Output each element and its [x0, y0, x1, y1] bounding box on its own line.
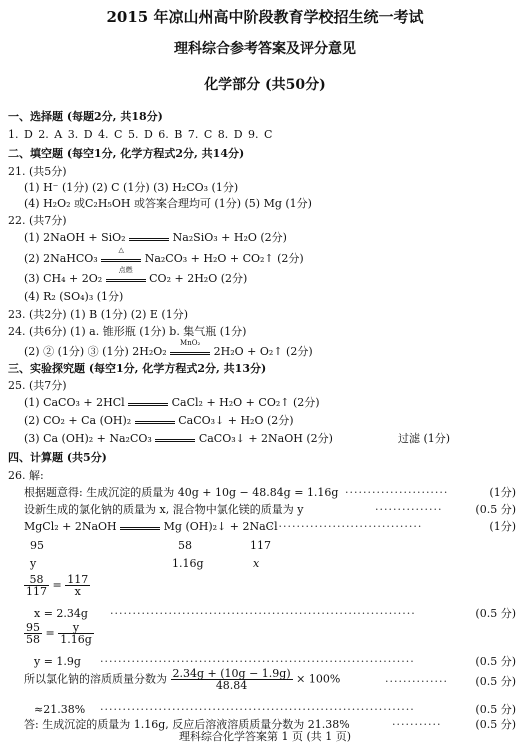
final-answer: 答: 生成沉淀的质量为 1.16g, 反应后溶液溶质质量分数为 21.38%: [24, 718, 350, 731]
q25-eq2-products: CaCO₃↓ + H₂O (2分): [178, 414, 294, 427]
step-1-points: (1分): [489, 486, 516, 499]
dot-leader: ··············: [385, 675, 448, 688]
ignite-equals-sign: [106, 266, 146, 282]
q22-eq3-products: CO₂ + 2H₂O (2分): [149, 272, 248, 285]
fraction: $\frac{2.34g + (10g - 1.9g)}{48.84}$: [172, 667, 291, 692]
page-footer: 理科综合化学答案第 1 页 (共 1 页): [178, 730, 352, 743]
catalyst-condition: MnO₂: [180, 339, 201, 347]
section2-heading: 二、填空题 (每空1分, 化学方程式2分, 共14分): [8, 147, 245, 160]
q22-equation-2: [24, 246, 304, 265]
q22-equation-1: [24, 232, 287, 243]
x-points: (0.5 分): [475, 607, 516, 620]
dot-leader: ······································································: [100, 703, 415, 716]
heat-equals-sign: [101, 246, 141, 262]
section-title: 化学部分 (共50分): [204, 77, 326, 93]
q25-equation-3: [24, 433, 333, 444]
q25-header: 25. (共7分): [8, 379, 67, 392]
answer-key-subtitle: 理科综合参考答案及评分意见: [174, 41, 356, 57]
q25-eq2-reactants: (2) CO₂ + Ca (OH)₂: [24, 414, 132, 427]
dot-leader: ···············: [375, 503, 443, 516]
q22-equation-3: [24, 266, 248, 285]
q21-line1: (1) H⁻ (1分) (2) C (1分) (3) H₂CO₃ (1分): [24, 181, 239, 194]
mass-fraction-label: 所以氯化钠的溶质质量分数为: [24, 672, 167, 686]
fraction: $\frac{117}{x}$: [67, 573, 89, 598]
approx-result: ≈21.38%: [34, 703, 86, 716]
choice-answers: 1. D 2. A 3. D 4. C 5. D 6. B 7. C 8. D 9. C: [8, 128, 273, 141]
q24-line1: 24. (共6分) (1) a. 锥形瓶 (1分) b. 集气瓶 (1分): [8, 325, 247, 338]
q25-eq3-products: CaCO₃↓ + 2NaOH (2分): [198, 432, 333, 445]
precipitate-mass: 1.16g: [172, 557, 204, 570]
x-result: x = 2.34g: [34, 607, 88, 620]
answer-points: (0.5 分): [475, 718, 516, 731]
q24-line2-start: (2) ② (1分) ③ (1分) 2H₂O₂: [24, 345, 167, 358]
unknown-x: x: [253, 557, 260, 570]
fraction: $\frac{y}{1.16g}$: [60, 621, 92, 646]
q23-line: 23. (共2分) (1) B (1分) (2) E (1分): [8, 308, 188, 321]
fraction: $\frac{58}{117}$: [26, 573, 47, 598]
catalyst-equals-sign: [170, 339, 210, 355]
q22-eq2-reactants: (2) 2NaHCO₃: [24, 252, 98, 265]
solution-step-1: 根据题意得: 生成沉淀的质量为 40g + 10g − 48.84g = 1.16g: [24, 486, 339, 499]
equals-sign: [120, 523, 160, 530]
ignite-condition: 点燃: [118, 266, 133, 274]
q24-line2: [24, 339, 313, 358]
q21-header: 21. (共5分): [8, 165, 67, 178]
section3-heading: 三、实验探究题 (每空1分, 化学方程式2分, 共13分): [8, 362, 267, 375]
q22-eq3-reactants: (3) CH₄ + 2O₂: [24, 272, 103, 285]
section4-heading: 四、计算题 (共5分): [8, 451, 107, 464]
mass-fraction-formula: [24, 668, 340, 691]
equation-points: (1分): [489, 520, 516, 533]
solution-step-2: 设新生成的氯化钠的质量为 x, 混合物中氯化镁的质量为 y: [24, 503, 304, 516]
y-result: y = 1.9g: [34, 655, 81, 668]
q25-eq1-reactants: (1) CaCO₃ + 2HCl: [24, 396, 125, 409]
dot-leader: ···········: [392, 718, 442, 731]
approx-points: (0.5 分): [475, 703, 516, 716]
dot-leader: ···································: [265, 520, 423, 533]
equals-sign: [135, 417, 175, 424]
q21-line2: (4) H₂O₂ 或C₂H₅OH 或答案合理均可 (1分) (5) Mg (1分): [24, 197, 312, 210]
q22-eq2-products: Na₂CO₃ + H₂O + CO₂↑ (2分): [144, 252, 304, 265]
proportion-x: $\frac{58}{117}$ = $\frac{117}{x}$: [26, 573, 89, 598]
fraction-points: (0.5 分): [475, 675, 516, 688]
q24-line2-end: 2H₂O + O₂↑ (2分): [213, 345, 313, 358]
q26-equation: [24, 521, 278, 532]
dot-leader: ······································································: [100, 655, 415, 668]
q25-eq1-products: CaCl₂ + H₂O + CO₂↑ (2分): [171, 396, 320, 409]
q26-eq-products: Mg (OH)₂↓ + 2NaCl: [163, 520, 278, 533]
unknown-y: y: [30, 557, 37, 570]
exam-title: 2015 年凉山州高中阶段教育学校招生统一考试: [106, 8, 424, 26]
dot-leader: ·······················: [345, 486, 449, 499]
step-2-points: (0.5 分): [475, 503, 516, 516]
molar-mass-mgoh2: 58: [178, 539, 192, 552]
percent-multiplier: × 100%: [296, 672, 341, 686]
q26-eq-reactants: MgCl₂ + 2NaOH: [24, 520, 117, 533]
q22-header: 22. (共7分): [8, 214, 67, 227]
dot-leader: ····································································: [110, 607, 416, 620]
q26-header: 26. 解:: [8, 469, 44, 482]
equals-sign: [155, 435, 195, 442]
q22-eq1-products: Na₂SiO₃ + H₂O (2分): [172, 231, 287, 244]
q22-line4: (4) R₂ (SO₄)₃ (1分): [24, 290, 124, 303]
heat-condition: △: [118, 246, 124, 254]
molar-mass-mgcl2: 95: [30, 539, 44, 552]
equals-sign: [129, 234, 169, 241]
y-points: (0.5 分): [475, 655, 516, 668]
proportion-y: $\frac{95}{58}$ = $\frac{y}{1.16g}$: [26, 621, 92, 646]
q22-eq1-reactants: (1) 2NaOH + SiO₂: [24, 231, 126, 244]
fraction: $\frac{95}{58}$: [26, 621, 40, 646]
molar-mass-nacl: 117: [250, 539, 271, 552]
q25-equation-1: [24, 397, 320, 408]
equals-sign: [128, 399, 168, 406]
q25-filter-answer: 过滤 (1分): [398, 432, 451, 445]
section1-heading: 一、选择题 (每题2分, 共18分): [8, 110, 163, 123]
q25-eq3-reactants: (3) Ca (OH)₂ + Na₂CO₃: [24, 432, 152, 445]
q25-equation-2: [24, 415, 294, 426]
